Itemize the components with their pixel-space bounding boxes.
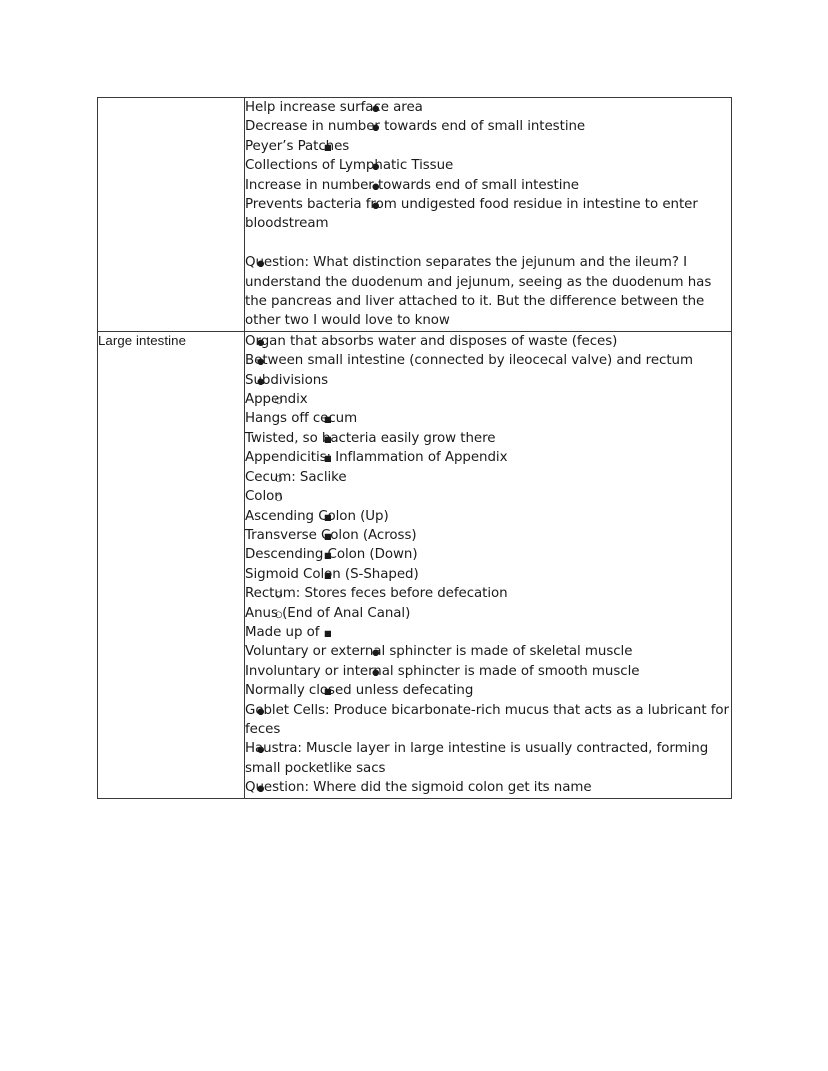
list-item-text: Between small intestine (connected by ileocecal valve) and rectum <box>245 353 693 369</box>
row-label: Large intestine <box>98 332 187 348</box>
list-item <box>245 701 731 740</box>
subdivision-appendix-list <box>245 390 731 409</box>
list-item-text: Goblet Cells: Produce bicarbonate-rich mucus that acts as a lubricant for feces <box>245 702 729 737</box>
list-item <box>245 195 731 234</box>
row-content-cell <box>245 98 732 332</box>
list-item-text: Descending Colon (Down) <box>245 547 418 563</box>
list-item-text: Rectum: Stores feces before defecation <box>245 586 508 602</box>
subdivision-cecum-colon-list <box>245 468 731 507</box>
list-item <box>245 98 731 117</box>
list-item-text: Voluntary or external sphincter is made of skeletal muscle <box>245 644 633 660</box>
list-item-text: Twisted, so bacteria easily grow there <box>245 430 496 446</box>
list-item <box>245 156 731 175</box>
blank-line <box>245 234 731 253</box>
list-item <box>245 565 731 584</box>
sphincter-list <box>245 642 731 681</box>
peyers-patches-sublist <box>245 156 731 234</box>
list-item-subdivisions <box>245 371 731 390</box>
list-item <box>245 332 731 351</box>
list-item <box>245 253 731 331</box>
list-item <box>245 429 731 448</box>
bullet-square-icon <box>324 526 332 546</box>
bullet-disc-icon <box>372 156 379 177</box>
bullet-circle-icon <box>275 604 282 625</box>
large-intestine-bottom-list <box>245 701 731 798</box>
list-item-text: Question: Where did the sigmoid colon get its name <box>245 780 592 796</box>
table-row <box>98 331 732 798</box>
list-item <box>245 390 731 409</box>
bullet-square-icon <box>324 623 332 643</box>
list-item <box>245 662 731 681</box>
bullet-disc-icon <box>257 371 264 392</box>
question-list <box>245 253 731 331</box>
list-item <box>245 137 731 156</box>
notes-table <box>97 97 732 799</box>
bullet-disc-icon <box>257 253 264 274</box>
continued-bullet-list <box>245 98 731 137</box>
bullet-square-icon <box>324 448 332 468</box>
list-item-text: Made up of <box>245 624 320 640</box>
list-item-text: Cecum: Saclike <box>245 469 347 485</box>
bullet-circle-icon <box>275 584 282 605</box>
bullet-square-icon <box>324 409 332 429</box>
large-intestine-top-list <box>245 332 731 390</box>
bullet-disc-icon <box>257 778 264 799</box>
list-item-text: Appendicitis: Inflammation of Appendix <box>245 450 508 466</box>
peyers-patches-list <box>245 137 731 156</box>
list-item <box>245 507 731 526</box>
list-item-text: Colon <box>245 489 283 505</box>
bullet-square-icon <box>324 565 332 585</box>
list-item <box>245 584 731 603</box>
bullet-circle-icon <box>275 487 282 508</box>
bullet-disc-icon <box>372 195 379 216</box>
subdivision-rectum-anus-list <box>245 584 731 623</box>
anus-sublist-normally-closed <box>245 681 731 700</box>
list-item <box>245 739 731 778</box>
list-item-text: Increase in number towards end of small intestine <box>245 177 579 193</box>
bullet-disc-icon <box>257 739 264 760</box>
list-item-text: Sigmoid Colon (S-Shaped) <box>245 566 419 582</box>
bullet-disc-icon <box>372 117 379 138</box>
bullet-square-icon <box>324 137 332 157</box>
row-label-cell-large-intestine <box>98 331 245 798</box>
list-item-text: Help increase surface area <box>245 100 423 115</box>
bullet-square-icon <box>324 507 332 527</box>
appendix-sublist <box>245 409 731 467</box>
list-item-text: Peyer’s Patches <box>245 138 350 154</box>
list-item-text: Prevents bacteria from undigested food residue in intestine to enter bloodstream <box>245 197 698 232</box>
list-item-text: Organ that absorbs water and disposes of waste (feces) <box>245 333 618 349</box>
bullet-disc-icon <box>257 351 264 372</box>
list-item <box>245 409 731 428</box>
list-item <box>245 545 731 564</box>
row-content-cell <box>245 331 732 798</box>
list-item <box>245 681 731 700</box>
bullet-square-icon <box>324 545 332 565</box>
list-item-text: Hangs off cecum <box>245 411 358 427</box>
list-item <box>245 117 731 136</box>
list-item-text: Normally closed unless defecating <box>245 683 474 699</box>
list-item <box>245 351 731 370</box>
list-item <box>245 642 731 661</box>
list-item-text: Ascending Colon (Up) <box>245 508 389 524</box>
bullet-square-icon <box>324 681 332 701</box>
list-item-text: Involuntary or internal sphincter is made of smooth muscle <box>245 663 640 679</box>
bullet-disc-icon <box>372 176 379 197</box>
colon-sublist <box>245 507 731 585</box>
list-item <box>245 487 731 506</box>
bullet-disc-icon <box>372 662 379 683</box>
row-label-cell-empty <box>98 98 245 332</box>
bullet-disc-icon <box>257 332 264 353</box>
list-item <box>245 468 731 487</box>
list-item-text: Haustra: Muscle layer in large intestine is usually contracted, forming small pocketlike sacs <box>245 741 709 776</box>
list-item-text: Appendix <box>245 392 308 408</box>
list-item <box>245 526 731 545</box>
bullet-disc-icon <box>372 98 379 119</box>
list-item <box>245 448 731 467</box>
bullet-square-icon <box>324 429 332 449</box>
bullet-disc-icon <box>372 642 379 663</box>
list-item-text: Anus (End of Anal Canal) <box>245 605 411 621</box>
list-item-text: Collections of Lymphatic Tissue <box>245 158 454 174</box>
list-item <box>245 604 731 623</box>
list-item-text: Subdivisions <box>245 372 329 388</box>
question-text: Question: What distinction separates the jejunum and the ileum? I understand the duodenum and jejunum, seeing as the duodenum has the pancreas and liver attached to it. But the difference between the other two I would love to know <box>245 255 712 329</box>
table-row <box>98 98 732 332</box>
bullet-disc-icon <box>257 701 264 722</box>
list-item-text: Transverse Colon (Across) <box>245 527 417 543</box>
list-item <box>245 778 731 797</box>
bullet-circle-icon <box>275 390 282 411</box>
list-item <box>245 623 731 642</box>
list-item <box>245 176 731 195</box>
bullet-circle-icon <box>275 468 282 489</box>
list-item-text: Decrease in number towards end of small intestine <box>245 119 586 135</box>
anus-sublist-made-up-of <box>245 623 731 642</box>
